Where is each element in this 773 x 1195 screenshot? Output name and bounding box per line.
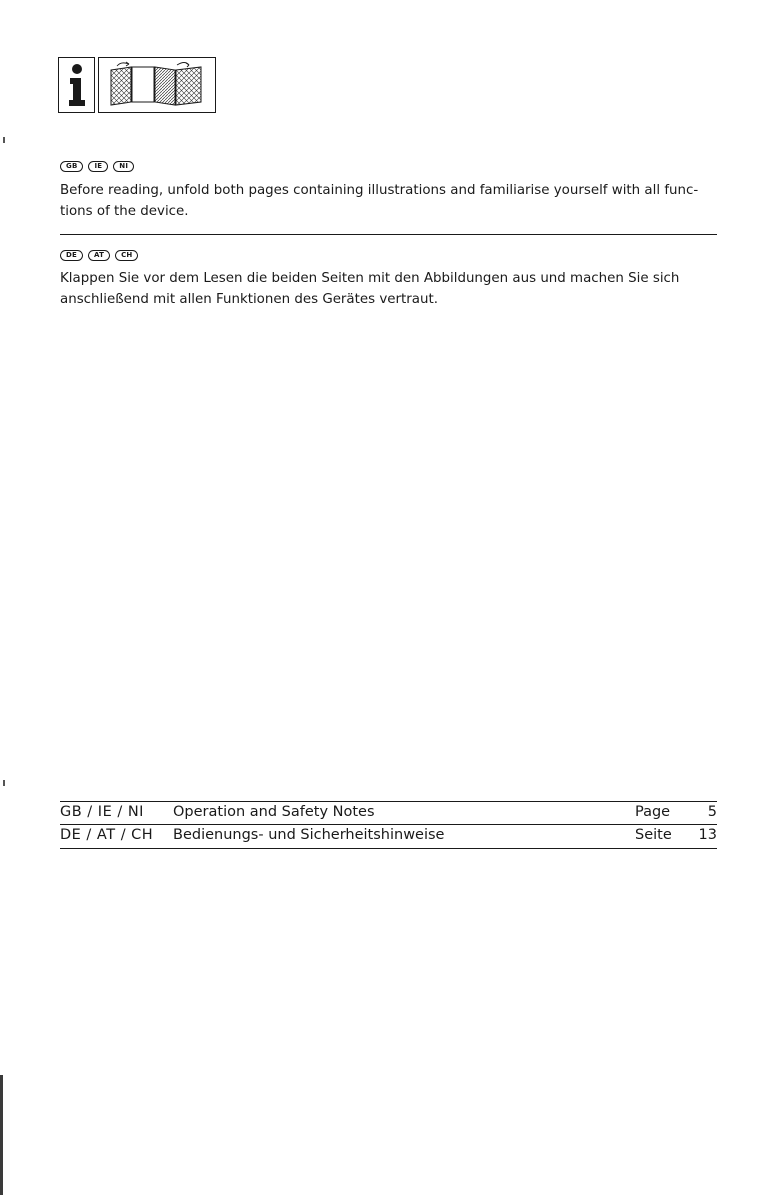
crop-mark-top <box>3 137 5 143</box>
toc-page-number: 13 <box>698 827 717 843</box>
unfold-pages-icon <box>98 57 216 113</box>
language-badges-en <box>60 161 134 172</box>
lang-badge: NI <box>113 161 134 172</box>
toc-bottom-rule <box>60 848 717 849</box>
toc-page-label: Page <box>635 804 671 820</box>
toc-page-number: 5 <box>707 804 717 820</box>
unfold-illustration <box>99 58 214 111</box>
info-icon <box>58 57 95 113</box>
toc-language: DE / AT / CH <box>60 827 154 843</box>
language-badges-de <box>60 250 138 261</box>
crop-mark-bottom <box>3 780 5 786</box>
toc-row[interactable] <box>60 801 717 824</box>
lang-badge: AT <box>88 250 110 261</box>
toc-language: GB / IE / NI <box>60 804 144 820</box>
toc-page-label: Seite <box>635 827 672 843</box>
lang-badge: IE <box>88 161 108 172</box>
lang-badge: GB <box>60 161 83 172</box>
lang-badge: DE <box>60 250 83 261</box>
toc-title: Operation and Safety Notes <box>173 804 375 820</box>
intro-text-en: Before reading, unfold both pages containing illustrations and familiarise yourself with all func-tions of the device. <box>60 183 699 219</box>
page-edge-bar <box>0 1075 3 1195</box>
info-glyph <box>66 63 88 107</box>
section-divider <box>60 234 717 235</box>
lang-badge: CH <box>115 250 138 261</box>
toc-row[interactable] <box>60 824 717 847</box>
intro-text-de: Klappen Sie vor dem Lesen die beiden Seiten mit den Abbildungen aus und machen Sie sich anschließend mit allen Funktionen des Gerätes vertraut. <box>60 271 680 307</box>
toc-title: Bedienungs- und Sicherheitshinweise <box>173 827 445 843</box>
